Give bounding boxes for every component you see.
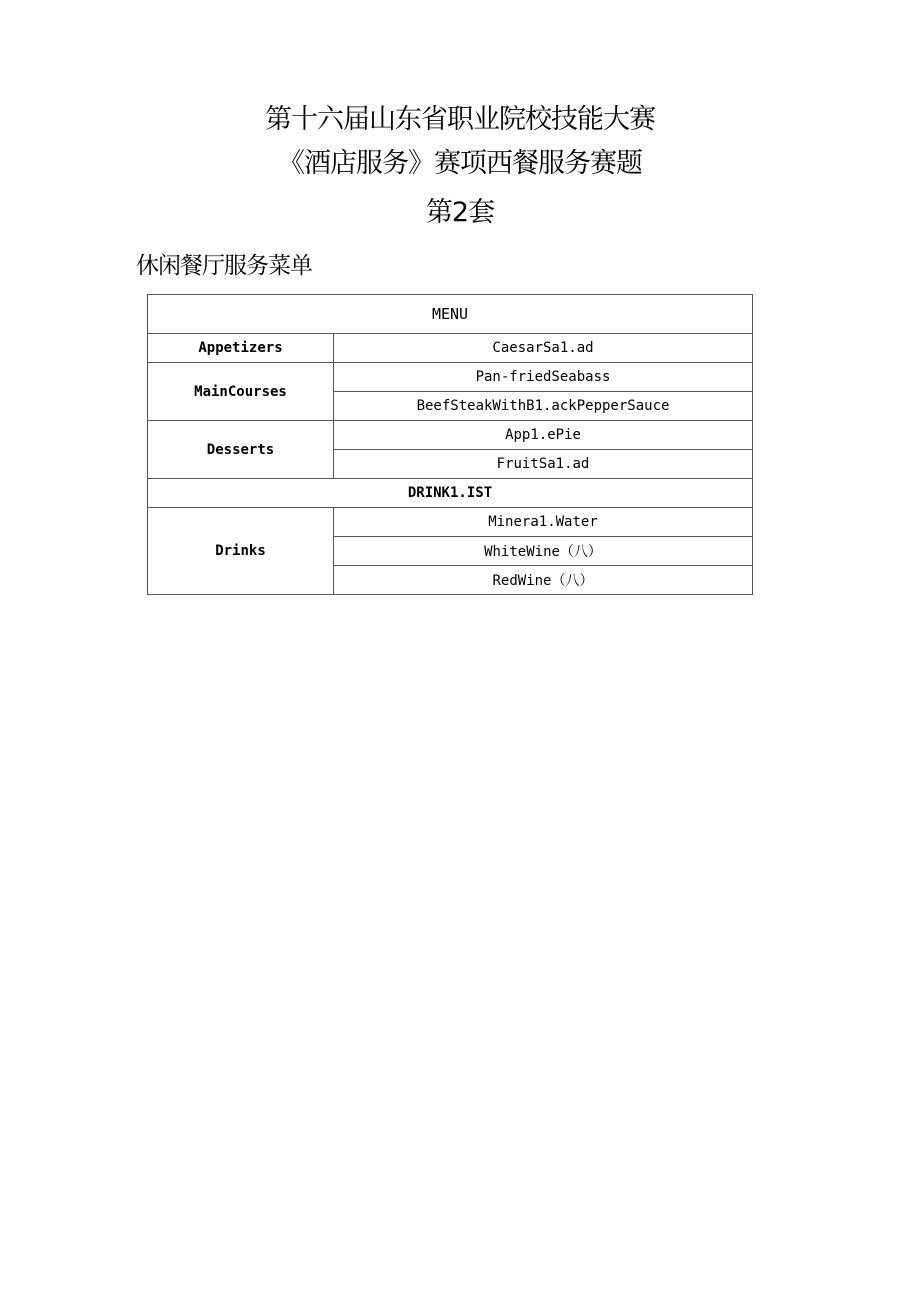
table-row (148, 479, 753, 508)
table-row (148, 421, 753, 450)
document-title-line-3: 第2套 (425, 197, 495, 228)
table-row (148, 334, 753, 363)
menu-item: FruitSa1.ad (334, 450, 753, 479)
menu-table (147, 294, 753, 595)
table-row (148, 508, 753, 537)
category-appetizers: Appetizers (148, 334, 334, 363)
menu-item: App1.ePie (334, 421, 753, 450)
table-row (148, 363, 753, 392)
menu-item: CaesarSa1.ad (334, 334, 753, 363)
category-desserts: Desserts (148, 421, 334, 479)
table-row (148, 295, 753, 334)
document-title-line-2: 《酒店服务》赛项西餐服务赛题 (278, 148, 642, 179)
category-main-courses: MainCourses (148, 363, 334, 421)
menu-item: Pan-friedSeabass (334, 363, 753, 392)
menu-item: Minera1.Water (334, 508, 753, 537)
document-title-line-1: 第十六届山东省职业院校技能大赛 (265, 104, 655, 135)
menu-header-cell: MENU (148, 295, 753, 334)
menu-item: WhiteWine（八） (334, 537, 753, 566)
menu-item: BeefSteakWithB1.ackPepperSauce (334, 392, 753, 421)
menu-item: RedWine（八） (334, 566, 753, 595)
category-drinks: Drinks (148, 508, 334, 595)
menu-subtitle: 休闲餐厅服务菜单 (136, 253, 312, 279)
drink-list-header-cell: DRINK1.IST (148, 479, 753, 508)
